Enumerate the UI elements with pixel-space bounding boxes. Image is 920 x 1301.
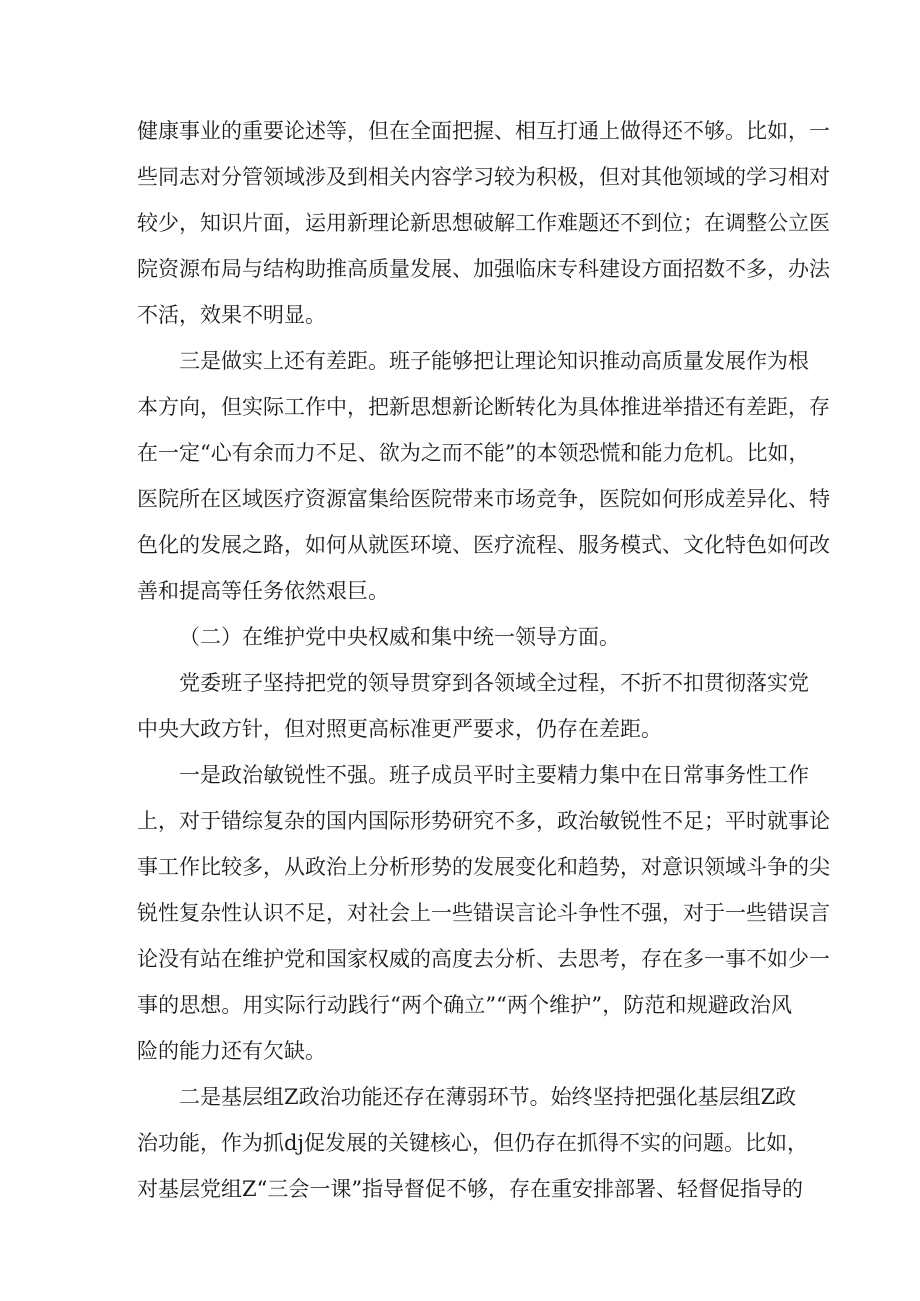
body-text-line: 院资源布局与结构助推高质量发展、加强临床专科建设方面招数不多，办法	[137, 257, 830, 281]
paragraph-first-line: 一是政治敏锐性不强。班子成员平时主要精力集中在日常事务性工作	[179, 763, 809, 787]
body-text-line: 论没有站在维护党和国家权威的高度去分析、去思考，存在多一事不如少一	[137, 947, 830, 971]
body-text-line: 健康事业的重要论述等，但在全面把握、相互打通上做得还不够。比如，一	[137, 119, 830, 143]
body-text-line: 上，对于错综复杂的国内国际形势研究不多，政治敏锐性不足；平时就事论	[137, 809, 830, 833]
body-text-line: 些同志对分管领域涉及到相关内容学习较为积极，但对其他领域的学习相对	[137, 165, 830, 189]
body-text-line: 不活，效果不明显。	[137, 303, 326, 327]
paragraph-first-line: 三是做实上还有差距。班子能够把让理论知识推动高质量发展作为根	[179, 349, 809, 373]
body-text-line: 医院所在区域医疗资源富集给医院带来市场竞争，医院如何形成差异化、特	[137, 487, 830, 511]
body-text-line: 治功能，作为抓dj促发展的关键核心，但仍存在抓得不实的问题。比如，	[137, 1131, 808, 1155]
body-text-line: 善和提高等任务依然艰巨。	[137, 579, 389, 603]
body-text-line: 在一定“心有余而力不足、欲为之而不能”的本领恐慌和能力危机。比如，	[137, 441, 810, 465]
paragraph-first-line: 党委班子坚持把党的领导贯穿到各领域全过程，不折不扣贯彻落实党	[179, 671, 809, 695]
body-text-line: 事工作比较多，从政治上分析形势的发展变化和趋势，对意识领域斗争的尖	[137, 855, 830, 879]
body-text-line: 色化的发展之路，如何从就医环境、医疗流程、服务模式、文化特色如何改	[137, 533, 830, 557]
body-text-line: 事的思想。用实际行动践行“两个确立”“两个维护”，防范和规避政治风	[137, 993, 792, 1017]
section-heading: （二）在维护党中央权威和集中统一领导方面。	[179, 625, 620, 649]
body-text-line: 较少，知识片面，运用新理论新思想破解工作难题还不到位；在调整公立医	[137, 211, 830, 235]
body-text-line: 对基层党组Z“三会一课”指导督促不够，存在重安排部署、轻督促指导的	[137, 1177, 804, 1201]
body-text-line: 险的能力还有欠缺。	[137, 1039, 326, 1063]
paragraph-first-line: 二是基层组Z政治功能还存在薄弱环节。始终坚持把强化基层组Z政	[179, 1085, 797, 1109]
body-text-line: 中央大政方针，但对照更高标准更严要求，仍存在差距。	[137, 717, 662, 741]
body-text-line: 本方向，但实际工作中，把新思想新论断转化为具体推进举措还有差距，存	[137, 395, 830, 419]
body-text-line: 锐性复杂性认识不足，对社会上一些错误言论斗争性不强，对于一些错误言	[137, 901, 830, 925]
